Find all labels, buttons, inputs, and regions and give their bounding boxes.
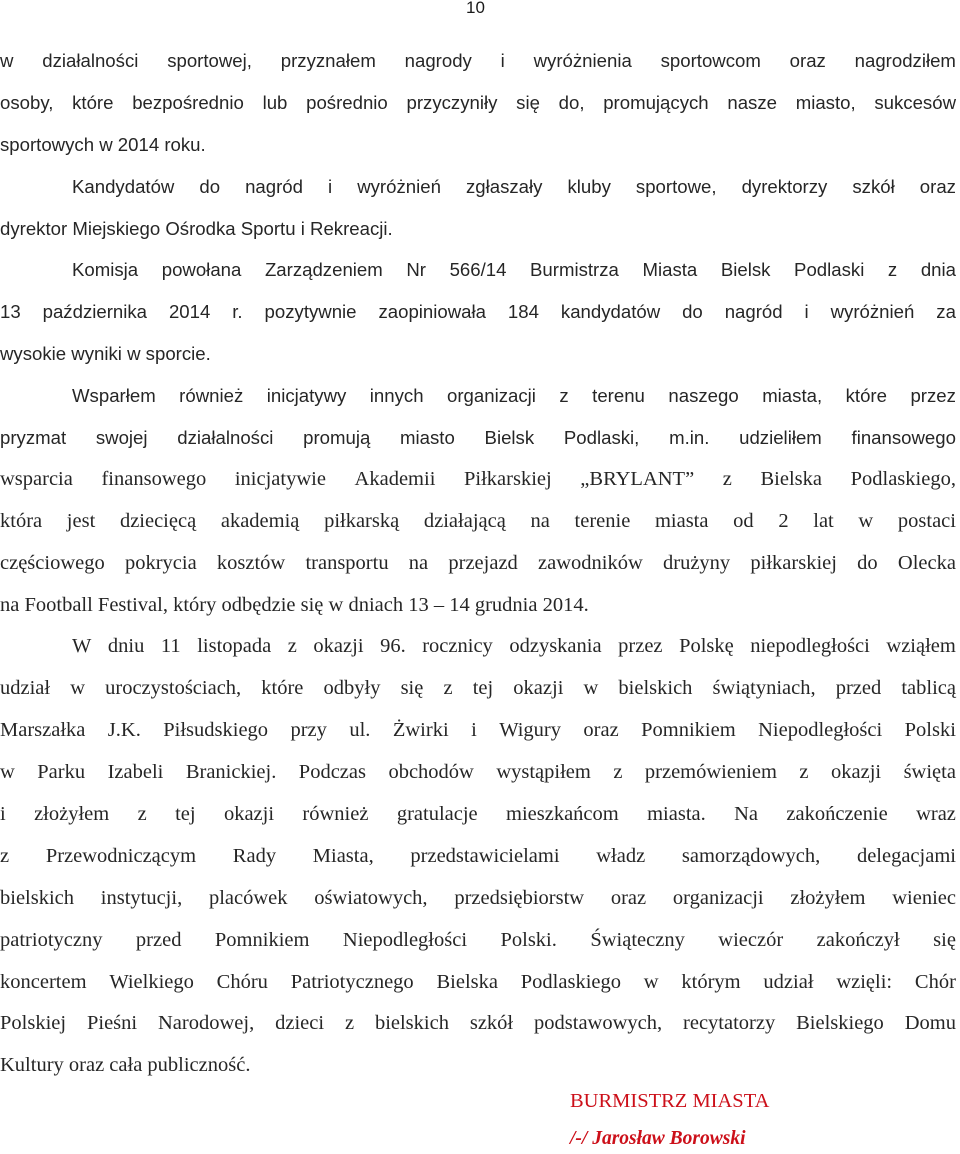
word: nagrody: [404, 50, 472, 71]
word: Polskiej: [0, 1012, 67, 1035]
word: recytatorzy: [683, 1012, 776, 1035]
text-line: [0, 249, 956, 291]
word: zaopiniowała: [378, 301, 486, 323]
word: Świąteczny: [590, 928, 685, 951]
word: Podlaskiego,: [850, 467, 956, 490]
word: miasto,: [795, 91, 856, 113]
word: oświatowych,: [314, 886, 428, 909]
text-line: dyrektor Miejskiego Ośrodka Sportu i Rekreacji.: [0, 217, 393, 239]
word: dzieci: [275, 1012, 325, 1035]
word: w: [70, 677, 86, 700]
text-line: [0, 794, 956, 836]
word: 13: [0, 301, 21, 323]
word: inicjatywy: [266, 385, 347, 407]
word: z: [613, 761, 623, 784]
word: uroczystościach,: [105, 677, 242, 700]
word: sportowej,: [167, 50, 252, 71]
text-line: [0, 752, 956, 794]
text-line: [0, 459, 956, 501]
word: Wielkiego: [109, 970, 194, 993]
word: Polskę: [679, 635, 734, 658]
text-line: wysokie wyniki w sporcie.: [0, 343, 211, 365]
word: odzyskania: [509, 635, 602, 658]
word: z: [559, 385, 569, 407]
text-line: [0, 1003, 956, 1045]
word: Polski.: [500, 928, 557, 951]
word: Pieśni: [86, 1012, 138, 1035]
word: przez: [910, 385, 956, 407]
word: do: [857, 551, 878, 574]
word: inicjatywie: [234, 467, 326, 490]
word: Izabeli: [107, 761, 164, 784]
word: z: [799, 761, 809, 784]
word: złożyłem: [790, 886, 866, 909]
signature-name: /-/ Jarosław Borowski: [570, 1128, 746, 1149]
text-line: [0, 291, 956, 333]
word: mieszkańcom: [506, 803, 619, 826]
word: Pomnikiem: [641, 719, 736, 742]
word: Przewodniczącym: [45, 844, 197, 867]
word: 2014: [168, 301, 211, 323]
word: się: [516, 91, 540, 113]
word: udział: [0, 677, 51, 700]
word: 566/14: [449, 259, 507, 281]
word: wsparcia: [0, 467, 73, 490]
word: Wigury: [499, 719, 561, 742]
word: rocznicy: [422, 635, 493, 658]
word: W: [72, 635, 92, 658]
word: terenu: [592, 385, 645, 407]
word: Marszałka: [0, 719, 86, 742]
word: złożyłem: [34, 803, 110, 826]
word: Kandydatów: [72, 175, 175, 197]
word: organizacji: [672, 886, 764, 909]
word: na: [530, 509, 550, 532]
word: dniu: [107, 635, 145, 658]
word: sportowcom: [660, 50, 761, 71]
word: Zarządzeniem: [264, 259, 383, 281]
word: świątyniach,: [712, 677, 816, 700]
word: Niepodległości: [758, 719, 883, 742]
word: z: [137, 803, 147, 826]
word: nasze: [727, 91, 777, 113]
word: z: [287, 635, 297, 658]
word: bielskich: [0, 886, 75, 909]
word: wieniec: [892, 886, 956, 909]
word: Miasta,: [312, 844, 374, 867]
word: którym: [681, 970, 741, 993]
word: Olecka: [897, 551, 956, 574]
word: się: [933, 928, 956, 951]
word: oraz: [919, 175, 956, 197]
word: w: [0, 761, 15, 784]
text-line: [0, 543, 956, 585]
word: podstawowych,: [534, 1012, 663, 1035]
word: wzięli:: [836, 970, 893, 993]
word: na: [408, 551, 429, 574]
word: Parku: [37, 761, 86, 784]
word: przy: [290, 719, 327, 742]
text-line: [0, 920, 956, 962]
word: wystąpiłem: [496, 761, 591, 784]
word: Bielsk: [484, 427, 535, 449]
word: akademią: [220, 509, 300, 532]
word: również: [179, 385, 244, 407]
word: osoby,: [0, 91, 54, 113]
word: miasto: [400, 427, 455, 449]
word: Podczas: [298, 761, 366, 784]
word: kosztów: [216, 551, 286, 574]
word: która: [0, 509, 43, 532]
word: Patriotycznego: [290, 970, 414, 993]
word: wyróżnień: [357, 175, 441, 197]
word: piłkarską: [324, 509, 400, 532]
word: i: [500, 50, 505, 71]
word: w: [0, 50, 14, 71]
word: z: [887, 259, 898, 281]
word: tej: [175, 803, 196, 826]
word: szkół: [852, 175, 895, 197]
text-line: [0, 166, 956, 208]
word: nagród: [245, 175, 303, 197]
word: i: [804, 301, 809, 323]
word: 184: [507, 301, 539, 323]
word: do: [682, 301, 703, 323]
word: władz: [596, 844, 646, 867]
word: Żwirki: [392, 719, 449, 742]
word: miasta: [654, 509, 709, 532]
word: m.in.: [669, 427, 710, 449]
word: przed: [835, 677, 882, 700]
word: listopada: [197, 635, 272, 658]
word: się: [400, 677, 424, 700]
word: sportowe,: [635, 175, 717, 197]
word: tablicą: [901, 677, 956, 700]
word: Komisja: [72, 259, 139, 281]
word: Niepodległości: [342, 928, 468, 951]
word: promują: [303, 427, 371, 449]
word: odbyły: [323, 677, 381, 700]
word: drużyny: [663, 551, 731, 574]
word: Burmistrza: [530, 259, 619, 281]
word: niepodległości: [750, 635, 870, 658]
word: bielskich: [374, 1012, 449, 1035]
word: i: [328, 175, 333, 197]
word: zakończenie: [786, 803, 888, 826]
word: przyczyniły: [406, 91, 498, 113]
word: z: [344, 1012, 355, 1035]
word: kandydatów: [560, 301, 661, 323]
word: z: [443, 677, 453, 700]
text-line: [0, 878, 956, 920]
word: również: [302, 803, 369, 826]
word: Podlaskiego: [520, 970, 621, 993]
word: dziecięcą: [119, 509, 197, 532]
word: i: [0, 803, 6, 826]
word: swojej: [95, 427, 148, 449]
text-line: [0, 836, 956, 878]
word: Bielska: [760, 467, 822, 490]
word: promujących: [603, 91, 709, 113]
word: wraz: [916, 803, 956, 826]
text-line: [0, 40, 956, 82]
word: miasta.: [647, 803, 706, 826]
word: transportu: [305, 551, 389, 574]
word: „BRYLANT”: [580, 467, 695, 490]
word: organizacji: [447, 385, 536, 407]
word: patriotyczny: [0, 928, 103, 951]
word: Branickiej.: [185, 761, 277, 784]
word: bezpośrednio: [132, 91, 244, 113]
text-line: [0, 710, 956, 752]
word: nagród: [724, 301, 783, 323]
word: dyrektorzy: [741, 175, 828, 197]
word: 2: [778, 509, 789, 532]
word: instytucji,: [100, 886, 183, 909]
word: okazji: [223, 803, 275, 826]
word: w: [583, 677, 599, 700]
word: do,: [558, 91, 585, 113]
word: Miasta: [642, 259, 698, 281]
word: piłkarskiej: [750, 551, 837, 574]
word: szkół: [469, 1012, 514, 1035]
word: finansowego: [851, 427, 956, 449]
word: przemówieniem: [644, 761, 777, 784]
word: Piłsudskiego: [163, 719, 269, 742]
text-line: [0, 962, 956, 1004]
word: samorządowych,: [681, 844, 821, 867]
word: pośrednio: [306, 91, 388, 113]
word: bielskich: [618, 677, 693, 700]
text-line: [0, 375, 956, 417]
word: delegacjami: [856, 844, 956, 867]
word: 96.: [380, 635, 406, 658]
word: które: [261, 677, 304, 700]
word: wyróżnienia: [533, 50, 632, 71]
word: Bielsk: [720, 259, 771, 281]
text-line: [0, 501, 956, 543]
word: do: [199, 175, 221, 197]
word: 11: [160, 635, 181, 658]
word: Bielskiego: [796, 1012, 884, 1035]
page-number: 10: [466, 0, 485, 17]
word: w: [858, 509, 874, 532]
word: wyróżnień: [830, 301, 915, 323]
word: przedstawicielami: [410, 844, 560, 867]
word: nagrodziłem: [854, 50, 956, 71]
word: przyznałem: [280, 50, 376, 71]
word: Rady: [232, 844, 277, 867]
word: finansowego: [101, 467, 207, 490]
word: częściowego: [0, 551, 105, 574]
word: dnia: [920, 259, 956, 281]
word: które: [72, 91, 114, 113]
word: działalności: [177, 427, 274, 449]
word: wieczór: [718, 928, 784, 951]
word: J.K.: [107, 719, 141, 742]
word: Podlaski: [794, 259, 865, 281]
word: lub: [262, 91, 288, 113]
text-line: [0, 417, 956, 459]
word: Na: [734, 803, 759, 826]
word: z: [722, 467, 732, 490]
word: okazji: [831, 761, 882, 784]
word: Polski: [904, 719, 956, 742]
word: Podlaski,: [563, 427, 640, 449]
word: i: [471, 719, 477, 742]
word: placówek: [208, 886, 288, 909]
word: oraz: [789, 50, 826, 71]
word: innych: [369, 385, 424, 407]
word: października: [42, 301, 148, 323]
word: zawodników: [538, 551, 643, 574]
word: Bielska: [436, 970, 498, 993]
word: przedsiębiorstw: [454, 886, 585, 909]
word: wziąłem: [886, 635, 956, 658]
word: Pomnikiem: [214, 928, 310, 951]
word: święta: [903, 761, 956, 784]
word: ul.: [349, 719, 371, 742]
text-line: [0, 82, 956, 124]
word: lat: [813, 509, 834, 532]
signature-title: BURMISTRZ MIASTA: [570, 1090, 770, 1112]
word: działającą: [423, 509, 506, 532]
word: powołana: [161, 259, 242, 281]
word: Chóru: [216, 970, 268, 993]
text-line: Kultury oraz cała publiczność.: [0, 1054, 251, 1077]
word: pozytywnie: [264, 301, 357, 323]
word: Wsparłem: [72, 385, 156, 407]
word: od: [733, 509, 754, 532]
word: koncertem: [0, 970, 87, 993]
word: z: [0, 844, 10, 867]
word: w: [643, 970, 659, 993]
word: okazji: [513, 677, 564, 700]
word: tej: [472, 677, 494, 700]
word: pryzmat: [0, 427, 67, 449]
word: zgłaszały: [465, 175, 543, 197]
word: przed: [135, 928, 182, 951]
word: pokrycia: [124, 551, 197, 574]
word: postaci: [897, 509, 956, 532]
text-line: na Football Festival, który odbędzie się w dniach 13 – 14 grudnia 2014.: [0, 593, 589, 616]
word: r.: [232, 301, 243, 323]
word: zakończył: [816, 928, 900, 951]
text-line: [0, 668, 956, 710]
word: miasta,: [762, 385, 823, 407]
word: oraz: [610, 886, 647, 909]
word: oraz: [583, 719, 619, 742]
word: kluby: [567, 175, 611, 197]
word: obchodów: [388, 761, 474, 784]
word: Domu: [904, 1012, 956, 1035]
word: sukcesów: [874, 91, 956, 113]
word: które: [845, 385, 887, 407]
text-line: sportowych w 2014 roku.: [0, 133, 206, 155]
word: Narodowej,: [157, 1012, 255, 1035]
word: za: [936, 301, 956, 323]
word: jest: [66, 509, 96, 532]
word: udzieliłem: [739, 427, 822, 449]
word: udział: [763, 970, 814, 993]
word: naszego: [668, 385, 739, 407]
word: gratulacje: [396, 803, 478, 826]
word: działalności: [42, 50, 139, 71]
word: okazji: [313, 635, 364, 658]
word: Piłkarskiej: [464, 467, 552, 490]
word: Akademii: [354, 467, 436, 490]
word: Chór: [914, 970, 956, 993]
text-line: [0, 626, 956, 668]
word: przejazd: [448, 551, 518, 574]
word: przez: [618, 635, 663, 658]
word: terenie: [574, 509, 631, 532]
document-body: [0, 40, 956, 1087]
word: Nr: [406, 259, 426, 281]
